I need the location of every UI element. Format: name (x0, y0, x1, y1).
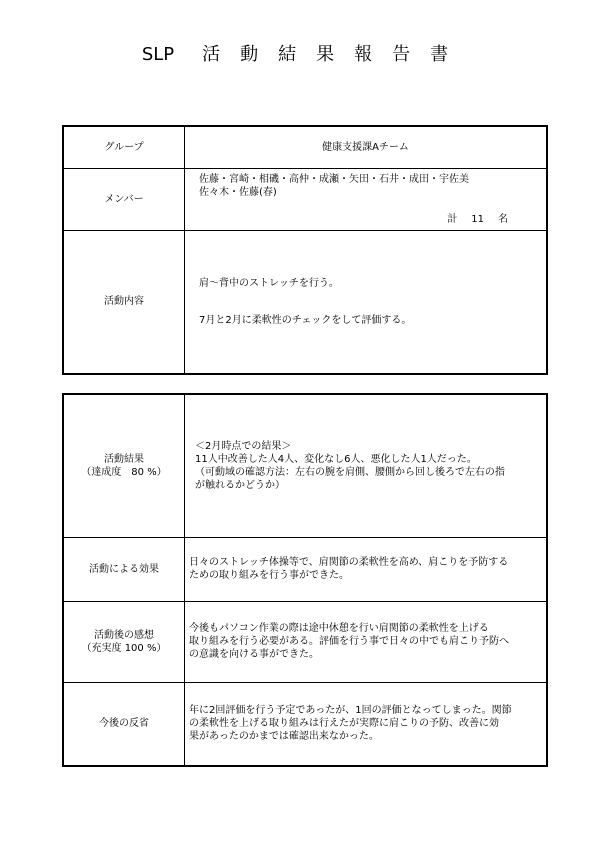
group-value: 健康支援課Aチーム (185, 126, 548, 168)
activity-label: 活動内容 (63, 230, 185, 374)
results-line-3: が触れるかどうか） (195, 479, 285, 491)
title-char: 活 (202, 44, 221, 65)
activity-row (63, 230, 547, 374)
group-row (63, 126, 547, 168)
effect-row (63, 537, 547, 601)
title-prefix: SLP (141, 44, 175, 65)
results-table (62, 393, 548, 767)
impressions-label-cell (63, 601, 185, 682)
members-line-2: 佐々木・佐藤(春) (199, 186, 277, 198)
results-line-1: 11人中改善した人4人、変化なし6人、悪化した人1人だった。 (195, 453, 477, 465)
effect-line-2: ための取り組みを行う事ができた。 (189, 570, 349, 581)
results-cell (185, 394, 548, 537)
reflection-line-1: 年に2回評価を行う予定であったが、1回の評価となってしまった。関節 (189, 705, 512, 717)
members-label: メンバー (63, 168, 185, 230)
members-count-value: 11 (471, 213, 484, 225)
title-char: 告 (392, 44, 411, 65)
title-char: 書 (430, 44, 449, 65)
reflection-line-2: の柔軟性を上げる取り組みは行えたが実際に肩こりの予防、改善に効 (189, 718, 499, 730)
activity-line-2: 7月と2月に柔軟性のチェックをして評価する。 (199, 314, 412, 326)
members-cell (185, 168, 548, 230)
title-char: 果 (316, 44, 335, 65)
title-char: 報 (354, 44, 373, 65)
results-label-cell (63, 394, 185, 537)
results-label: 活動結果 (104, 453, 144, 465)
document-title (0, 40, 600, 66)
overview-table (62, 125, 548, 375)
group-label: グループ (63, 126, 185, 168)
effect-cell (185, 537, 548, 601)
activity-cell (185, 230, 548, 374)
impressions-sublabel: （充実度 100 %） (81, 642, 167, 654)
results-heading: ＜2月時点での結果＞ (195, 440, 292, 452)
impressions-line-2: 取り組みを行う必要がある。評価を行う事で日々の中でも肩こり予防へ (189, 636, 509, 647)
effect-label: 活動による効果 (63, 537, 185, 601)
impressions-line-3: の意識を向ける事ができた。 (189, 649, 319, 660)
members-count-suffix: 名 (498, 213, 508, 225)
effect-line-1: 日々のストレッチ体操等で、肩関節の柔軟性を高め、肩こりを予防する (189, 557, 509, 568)
reflection-line-3: 果があったのかまでは確認出来なかった。 (189, 731, 379, 743)
impressions-cell (185, 601, 548, 682)
members-count-prefix: 計 (447, 213, 458, 225)
reflection-row (63, 682, 547, 766)
title-char: 動 (240, 44, 259, 65)
results-sublabel: （達成度 80 %） (81, 466, 167, 478)
results-row (63, 394, 547, 537)
members-row (63, 168, 547, 230)
title-char: 結 (278, 44, 297, 65)
results-line-2: （可動域の確認方法：左右の腕を肩側、腰側から回し後ろで左右の指 (195, 466, 505, 478)
impressions-label: 活動後の感想 (94, 629, 154, 641)
reflection-label: 今後の反省 (63, 682, 185, 766)
members-count (199, 213, 542, 226)
reflection-cell (185, 682, 548, 766)
activity-line-1: 肩～背中のストレッチを行う。 (199, 277, 339, 289)
impressions-line-1: 今後もパソコン作業の際は途中休憩を行い肩関節の柔軟性を上げる (189, 623, 489, 634)
impressions-row (63, 601, 547, 682)
members-line-1: 佐藤・宮崎・相磯・高仲・成瀬・矢田・石井・成田・宇佐美 (199, 173, 469, 185)
